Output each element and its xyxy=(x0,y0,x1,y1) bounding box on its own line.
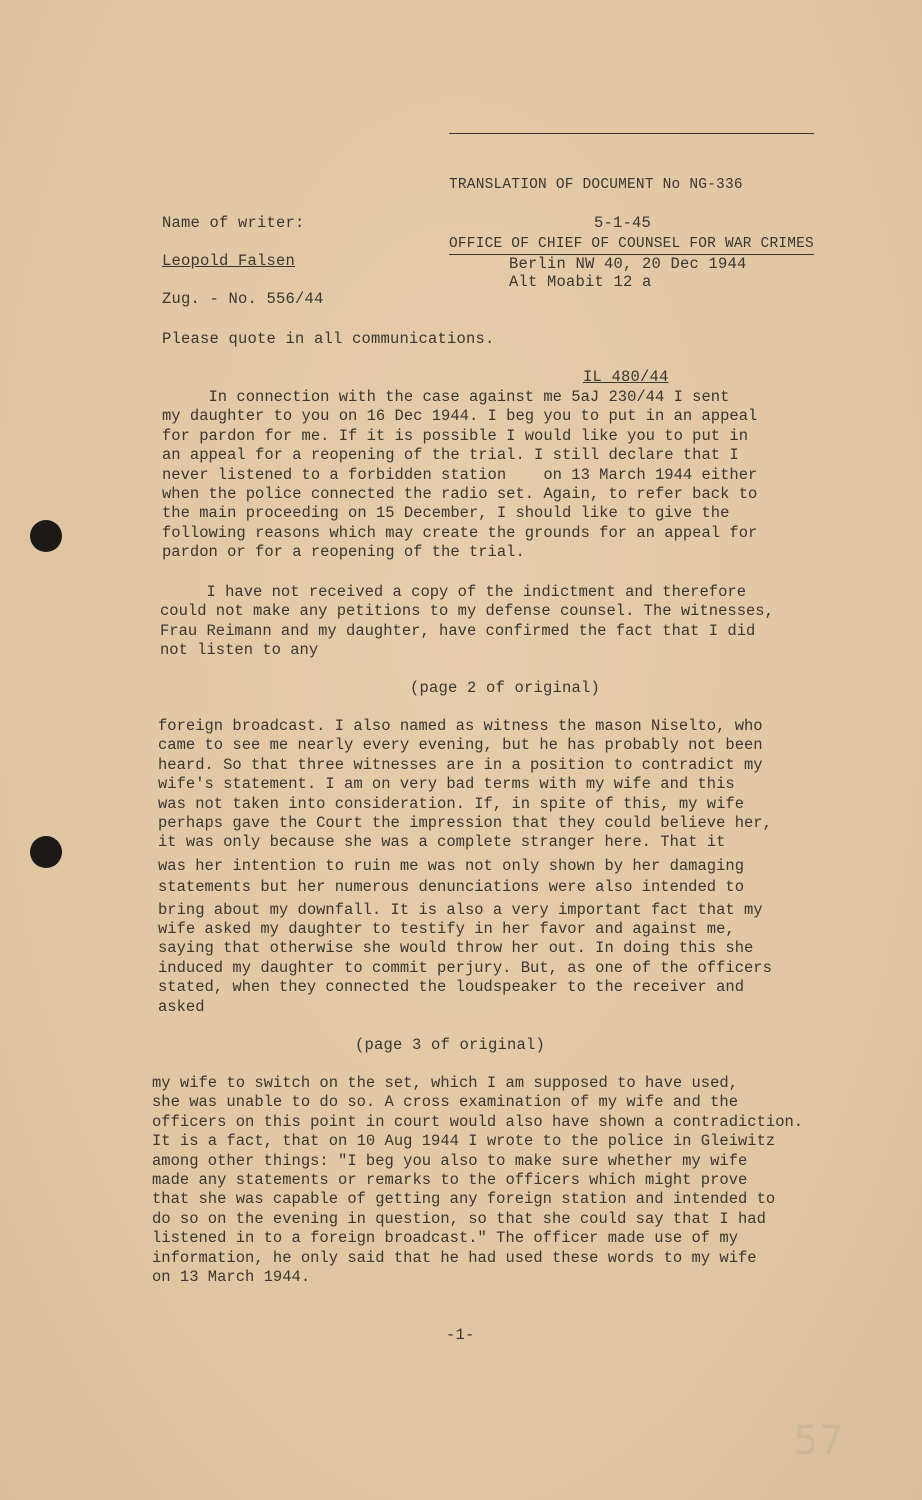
text-line: listened in to a foreign broadcast." The officer made use of my xyxy=(152,1229,738,1248)
text-line: foreign broadcast. I also named as witness the mason Niselto, who xyxy=(158,717,763,735)
text-line: the main proceeding on 15 December, I should like to give the xyxy=(162,504,730,523)
text-line: stated, when they connected the loudspeaker to the receiver and xyxy=(158,978,744,997)
text-line: made any statements or remarks to the officers which might prove xyxy=(152,1171,748,1190)
text-line: on 13 March 1944. xyxy=(152,1268,311,1287)
text-line: do so on the evening in question, so that she could say that I had xyxy=(152,1209,766,1228)
text-line: not listen to any xyxy=(160,641,319,660)
text-line: I have not received a copy of the indictment and therefore xyxy=(160,583,746,601)
header-line-1: TRANSLATION OF DOCUMENT No NG-336 xyxy=(449,177,743,193)
text-line: perhaps gave the Court the impression that they could believe her, xyxy=(158,814,772,833)
text-line: for pardon for me. If it is possible I would like you to put in xyxy=(162,426,748,445)
reference-number: Zug. - No. 556/44 xyxy=(162,290,324,308)
text-line: she was unable to do so. A cross examination of my wife and the xyxy=(152,1093,738,1112)
text-line: when the police connected the radio set. Again, to refer back to xyxy=(162,485,758,504)
date-stamp: 5-1-45 xyxy=(594,214,652,232)
page-2-marker: (page 2 of original) xyxy=(410,679,601,697)
text-line: saying that otherwise she would throw her out. In doing this she xyxy=(158,939,754,958)
paragraph-1 xyxy=(162,388,757,563)
text-line: asked xyxy=(158,997,205,1016)
text-line: pardon or for a reopening of the trial. xyxy=(162,543,525,562)
text-line: was her intention to ruin me was not only shown by her damaging xyxy=(158,856,744,875)
text-line: came to see me nearly every evening, but he has probably not been xyxy=(158,736,763,755)
text-line: was not taken into consideration. If, in spite of this, my wife xyxy=(158,794,744,813)
writer-name: Leopold Falsen xyxy=(162,252,296,270)
text-line: an appeal for a reopening of the trial. I still declare that I xyxy=(162,446,739,465)
page-3-marker: (page 3 of original) xyxy=(355,1036,546,1054)
text-line: my daughter to you on 16 Dec 1944. I beg you to put in an appeal xyxy=(162,407,758,426)
text-line: wife asked my daughter to testify in her favor and against me, xyxy=(158,920,735,939)
page-number: -1- xyxy=(446,1326,475,1344)
text-line: It is a fact, that on 10 Aug 1944 I wrote to the police in Gleiwitz xyxy=(152,1132,776,1151)
text-line: my wife to switch on the set, which I am supposed to have used, xyxy=(152,1074,738,1092)
il-reference: IL 480/44 xyxy=(583,368,669,386)
text-line: information, he only said that he had used these words to my wife xyxy=(152,1248,757,1267)
address-line-2: Alt Moabit 12 a xyxy=(509,273,652,291)
text-line: among other things: "I beg you also to make sure whether my wife xyxy=(152,1151,748,1170)
text-line: following reasons which may create the grounds for an appeal for xyxy=(162,523,758,542)
text-line: bring about my downfall. It is also a very important fact that my xyxy=(158,900,763,919)
handwritten-page-number: 57 xyxy=(793,1418,844,1464)
paragraph-3 xyxy=(158,717,772,1017)
address-line-1: Berlin NW 40, 20 Dec 1944 xyxy=(509,255,747,273)
writer-label: Name of writer: xyxy=(162,214,305,232)
punch-hole xyxy=(30,520,62,552)
paragraph-2 xyxy=(160,583,774,661)
punch-hole xyxy=(30,836,62,868)
text-line: never listened to a forbidden station on 13 March 1944 either xyxy=(162,465,758,484)
text-line: officers on this point in court would also have shown a contradiction. xyxy=(152,1112,804,1131)
text-line: statements but her numerous denunciations were also intended to xyxy=(158,878,744,897)
text-line: In connection with the case against me 5aJ 230/44 I sent xyxy=(162,388,730,406)
text-line: wife's statement. I am on very bad terms with my wife and this xyxy=(158,775,735,794)
text-line: Frau Reimann and my daughter, have confirmed the fact that I did xyxy=(160,621,756,640)
quote-note: Please quote in all communications. xyxy=(162,330,495,348)
text-line: induced my daughter to commit perjury. But, as one of the officers xyxy=(158,958,772,977)
header-line-2: OFFICE OF CHIEF OF COUNSEL FOR WAR CRIMES xyxy=(449,234,814,255)
text-line: that she was capable of getting any foreign station and intended to xyxy=(152,1190,776,1209)
text-line: could not make any petitions to my defense counsel. The witnesses, xyxy=(160,602,774,621)
text-line: heard. So that three witnesses are in a position to contradict my xyxy=(158,755,763,774)
paragraph-4 xyxy=(152,1074,803,1287)
text-line: it was only because she was a complete stranger here. That it xyxy=(158,833,726,852)
